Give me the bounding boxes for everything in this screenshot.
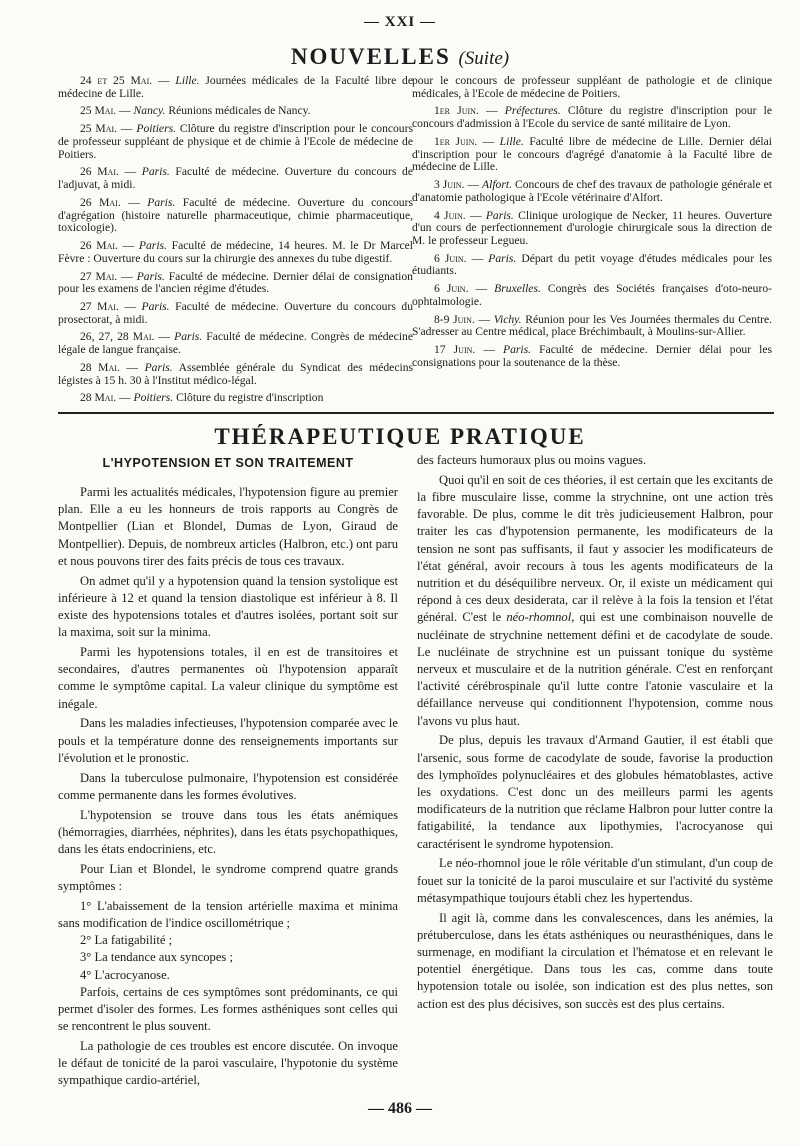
news-place: Lille. [175,74,200,87]
news-item: 26 Mai. — Paris. Faculté de médecine, 14 heures. M. le Dr Marcel Fèvre : Ouverture du cours sur la chirurgie des annexes du tube digestif. [58,239,413,265]
news-place: Préfectures. [504,104,561,118]
news-text: Réunion pour les Ves Journées thermales du Centre. S'adresser au Centre médical, place Bréchimbault, à Moulins-sur-Allier. [412,312,773,339]
news-date: 25 Mai. [80,104,117,118]
news-item: 1er Juin. — Lille. Faculté libre de médecine de Lille. Dernier délai d'inscription pour le concours d'agrégé d'anatomie à la Faculté libre de médecine de Lille. [412,134,773,174]
news-text: Journées médicales de la Faculté libre de médecine de Lille. [58,74,414,100]
symptom-list-item: 4° L'acrocyanose. [80,967,170,982]
article-paragraph-neo-rhomnol [417,472,773,730]
news-text: Faculté de médecine, 14 heures. M. le Dr Marcel Fèvre : Ouverture du cours sur la chirurgie des annexes du tube digestif. [58,239,413,265]
news-item [412,75,772,100]
page-number: — 486 — [368,1100,432,1117]
article-text: qui est une combinaison nouvelle de nucléinate de strychnine nettement défini et de cacodylate de soude. Le nucléinate de strychnine est un puissant tonique du système nerveux et musculaire et de la nutrition générale. C'est en renforçant l'activité cérébrospinale qu'il lutte contre l'atonie vasculaire et la défaillance nerveuse qui conditionnent l'hypotension, comme nous l'avons vu plus haut. [417,610,774,728]
news-item: 4 Juin. — Paris. Clinique urologique de Necker, 11 heures. Ouverture d'un cours de perfectionnement d'urologie chirurgicale sous la direction de M. le professeur Legueu. [412,208,773,247]
news-place: Paris. [485,208,514,222]
article-column-left [58,484,398,1092]
article-paragraph: La pathologie de ces troubles est encore discutée. On invoque le défaut de tonicité de la paroi vasculaire, l'hypotonie du système sympathique cardio-artériel, [58,1039,398,1088]
news-date: 26, 27, 28 Mai. [80,330,155,344]
page-roman-numeral: — XXI — [363,14,436,30]
article-paragraph: Il agit là, comme dans les convalescences, dans les anémies, la prétuberculose, dans les états asthéniques ou neurasthéniques, dans le surmenage, en modifiant la circulation et l'hématose et en relevant le potentiel énergétique. Dans tous les cas, comme dans toute hypotension totale ou isolée, son indication est des plus nettes, son action est des plus décisives, son succès est des plus certains. [417,910,773,1011]
news-place: Bruxelles. [494,282,541,296]
article-paragraph: Dans les maladies infectieuses, l'hypotension comparée avec le pouls et la température donne des renseignements importants sur l'évolution et le pronostic. [58,716,398,765]
news-date: 27 Mai. [80,299,119,313]
news-date: 8-9 Juin. [434,312,475,326]
symptom-list-item: 3° La tendance aux syncopes ; [80,950,233,965]
news-text: Clôture du registre d'inscription [176,391,324,405]
news-item: 17 Juin. — Paris. Faculté de médecine. Dernier délai pour les consignations pour la soutenance de la thèse. [412,343,773,369]
news-date: 28 Mai. [80,360,120,374]
article-paragraph: Parfois, certains de ces symptômes sont prédominants, ce qui permet d'isoler des formes. Les formes asthéniques sont celles qui se rencontrent le plus souvent. [58,984,398,1034]
news-place: Paris. [144,360,173,374]
news-date: 27 Mai. [80,269,118,283]
news-place: Paris. [138,239,167,253]
news-date: 1er Juin. [434,134,478,148]
therapeutique-heading: THÉRAPEUTIQUE PRATIQUE [214,424,586,449]
news-place: Vichy. [493,312,522,326]
news-text: Assemblée générale du Syndicat des médecins légistes à 15 h. 30 à l'Institut médico-légal. [58,360,414,387]
news-item: 6 Juin. — Bruxelles. Congrès des Sociétés françaises d'oto-neuro-ophtalmologie. [412,282,772,308]
news-item: 27 Mai. — Paris. Faculté de médecine. Ouverture du concours du prosectorat, à midi. [58,299,413,326]
article-text: Quoi qu'il en soit de ces théories, il est certain que les excitants de la fibre musculaire lisse, comme la strychnine, ont une action très favorable. De plus, comme le dit très judicieusement Halbron, pour traiter les cas d'hypotension permanente, les modificateurs de la tension ne sont pas suffisants, il faut y associer les modificateurs de l'état général, avoir recours à tous les agents modificateurs de la nutrition et du déséquilibre nerveux. Or, il existe un médicament qui répond à ces deux desiderata, car il relève à la fois la tension et l'état général. C'est le [417,472,773,625]
news-place: Poitiers. [136,122,176,136]
news-text: Congrès des Sociétés françaises d'oto-neuro-ophtalmologie. [412,282,772,308]
news-text: Faculté libre de médecine de Lille. Dernier délai d'inscription pour le concours d'agrégé d'anatomie à la Faculté libre de médecine de Lille. [412,134,773,174]
article-paragraph: Dans la tuberculose pulmonaire, l'hypotension est considérée comme permanente dans les formes évolutives. [58,770,398,802]
article-paragraph: des facteurs humoraux plus ou moins vagues. [417,453,647,467]
nouvelles-heading [0,44,800,70]
article-paragraph: De plus, depuis les travaux d'Armand Gautier, il est établi que l'arsenic, sous forme de cacodylate de soude, favorise la production des lymphoïdes polynucléaires et des globules hématoblastes, active les oxydations. C'est donc un des meilleurs parmi les agents modificateurs de la nutrition que réclame Halbron pour lutter contre la fatigabilité, la tendance aux lipothymies, l'acrocyanose qui caractérisent le syndrome hypotension. [417,733,773,851]
news-place: Paris. [147,195,176,209]
news-text: pour le concours de professeur suppléant de pathologie et de clinique médicales, à l'Ecole de médecine de Poitiers. [412,74,772,100]
nouvelles-title-text: NOUVELLES [290,44,451,69]
news-date: 26 Mai. [80,239,118,253]
news-date: 25 Mai. [80,122,118,136]
news-date: 26 Mai. [80,195,121,209]
news-place: Paris. [503,343,532,357]
news-date: 4 Juin. [434,208,466,222]
news-place: Lille. [499,134,524,148]
news-item: 26 Mai. — Paris. Faculté de médecine. Ouverture du concours d'agrégation (histoire naturelle pharmaceutique, chimie pharmaceutique, toxicologie). [58,195,413,235]
symptom-list-item: 2° La fatigabilité ; [80,933,173,948]
news-item: 3 Juin. — Alfort. Concours de chef des travaux de pathologie générale et d'anatomie pathologique à l'Ecole vétérinaire d'Alfort. [412,178,773,204]
news-text: Clinique urologique de Necker, 11 heures. Ouverture d'un cours de perfectionnement d'urologie chirurgicale sous la direction de M. le professeur Legueu. [412,208,773,247]
news-item: 26, 27, 28 Mai. — Paris. Faculté de médecine. Congrès de médecine légale de langue française. [58,330,413,357]
news-date: 3 Juin. [434,178,465,192]
article-paragraph: Parmi les actualités médicales, l'hypotension figure au premier plan. Elle a eu les honneurs de trois rapports au Congrès de Montpellier (Lian et Blondel, Dumas de Lyon, Giraud de Montpellier). Depuis, de nombreux articles (Halbron, etc.) ont paru et nous pouvons tirer des faits précis de tous ces travaux. [58,485,398,568]
news-item: 28 Mai. — Paris. Assemblée générale du Syndicat des médecins légistes à 15 h. 30 à l'Institut médico-légal. [58,360,414,387]
news-date: 6 Juin. [434,251,467,265]
news-place: Paris. [141,299,170,313]
section-divider [58,412,774,414]
news-text: Faculté de médecine. Congrès de médecine légale de langue française. [58,330,413,357]
news-item: 24 et 25 Mai. — Lille. Journées médicales de la Faculté libre de médecine de Lille. [58,74,414,100]
news-place: Alfort. [482,178,512,192]
article-paragraph: Parmi les hypotensions totales, il en est de transitoires et secondaires, d'autres permanentes où l'hypotension apparaît comme le symptôme capital. La valeur clinique du symptôme est inégale. [58,645,398,711]
news-place: Poitiers. [133,391,174,405]
news-place: Paris. [488,251,517,265]
article-paragraph: On admet qu'il y a hypotension quand la tension systolique est inférieure à 12 et quand la tension diastolique est inférieur à 8. Il existe des hypotensions totales et d'autres isolées, portant soit sur la maxima, soit sur la minima. [58,573,398,640]
news-item: 8-9 Juin. — Vichy. Réunion pour les Ves Journées thermales du Centre. S'adresser au Centre médical, place Bréchimbault, à Moulins-sur-Allier. [412,312,773,339]
news-text: Faculté de médecine. Dernier délai de consignation pour les examens de l'ancien régime d'études. [58,269,413,296]
news-item: 26 Mai. — Paris. Faculté de médecine. Ouverture du concours de l'adjuvat, à midi. [58,165,413,192]
news-item: 25 Mai. — Poitiers. Clôture du registre d'inscription pour le concours de professeur suppléant de physique et de chimie à l'Ecole de médecine de Poitiers. [58,122,413,161]
news-date: 26 Mai. [80,165,119,179]
news-text: Départ du petit voyage d'études médicales pour les étudiants. [412,251,773,278]
news-item: 6 Juin. — Paris. Départ du petit voyage d'études médicales pour les étudiants. [412,251,773,278]
news-place: Paris. [174,330,203,344]
news-text: Faculté de médecine. Ouverture du concours de l'adjuvat, à midi. [58,165,413,192]
news-place: Nancy. [133,104,166,118]
news-text: Faculté de médecine. Ouverture du concours du prosectorat, à midi. [58,299,413,326]
news-date: 28 Mai. [80,391,117,405]
article-paragraph: Le néo-rhomnol joue le rôle véritable d'un stimulant, d'un coup de fouet sur la tonicité de la paroi musculaire et sur l'activité du système métasympathique toujours établi chez les hypertendus. [417,856,773,905]
news-text: Faculté de médecine. Ouverture du concours d'agrégation (histoire naturelle pharmaceutique, chimie pharmaceutique, toxicologie). [58,195,413,235]
news-text: Faculté de médecine. Dernier délai pour les consignations pour la soutenance de la thèse. [412,343,773,369]
article-subtitle: L'HYPOTENSION ET SON TRAITEMENT [102,456,354,470]
news-text: Réunions médicales de Nancy. [168,104,311,118]
drug-name: néo-rhomnol, [506,610,575,625]
news-place: Paris. [136,269,165,283]
article-paragraph: L'hypotension se trouve dans tous les états anémiques (hémorragies, diarrhées, néphrites), dans les états psychopathiques, dans les états endocriniens, etc. [58,807,398,857]
news-column-right [412,75,772,375]
symptom-list-item: 1° L'abaissement de la tension artérielle maxima et minima sans modification de l'indice oscillométrique ; [58,898,398,931]
news-date: 17 Juin. [434,343,476,357]
article-paragraph: Pour Lian et Blondel, le syndrome comprend quatre grands symptômes : [58,861,398,894]
nouvelles-suite: (Suite) [458,48,510,69]
news-date: 1er Juin. [434,104,479,118]
news-item: 27 Mai. — Paris. Faculté de médecine. Dernier délai de consignation pour les examens de l'ancien régime d'études. [58,269,413,296]
news-date: 6 Juin. [434,282,469,296]
news-column-left [58,75,413,410]
news-date: 24 et 25 Mai. [80,74,153,87]
news-text: Clôture du registre d'inscription pour le concours d'admission à l'Ecole du service de santé militaire de Lyon. [412,104,772,131]
news-item: 25 Mai. — Nancy. Réunions médicales de Nancy. [80,104,311,118]
news-place: Paris. [141,165,170,179]
news-text: Clôture du registre d'inscription pour le concours de professeur suppléant de physique et de chimie à l'Ecole de médecine de Poitiers. [58,122,413,161]
article-column-right [417,452,773,1015]
news-text: Concours de chef des travaux de pathologie générale et d'anatomie pathologique à l'Ecole vétérinaire d'Alfort. [412,178,773,204]
news-item: 1er Juin. — Préfectures. Clôture du registre d'inscription pour le concours d'admission à l'Ecole du service de santé militaire de Lyon. [412,104,772,131]
news-item: 28 Mai. — Poitiers. Clôture du registre d'inscription [80,391,324,405]
